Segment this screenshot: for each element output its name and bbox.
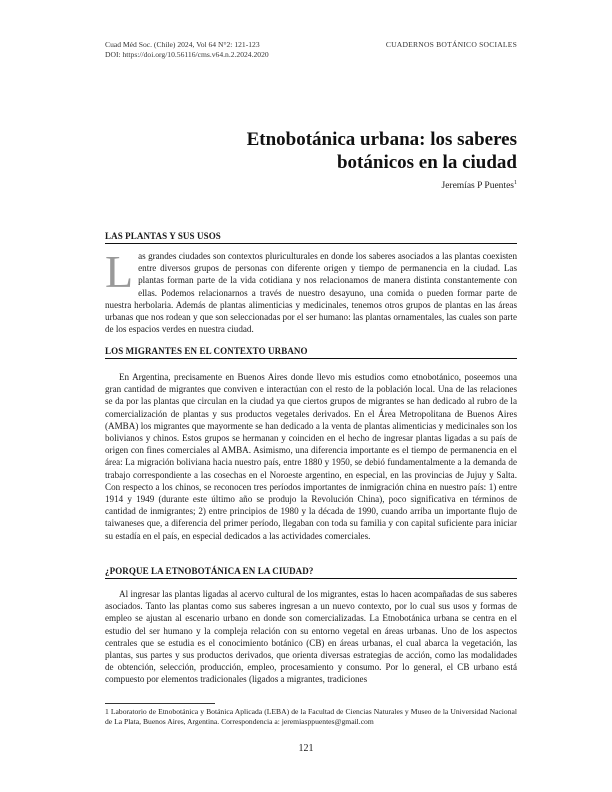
author-line bbox=[442, 180, 517, 191]
citation-text: Cuad Méd Soc. (Chile) 2024, Vol 64 N°2: 121-123 bbox=[105, 40, 260, 49]
drop-cap: L bbox=[105, 246, 134, 297]
section-paragraph-etnobotanica: Al ingresar las plantas ligadas al acervo cultural de los migrantes, estas lo hacen acompañadas de sus saberes asociados. Tanto las plantas como sus saberes ingresan a un nuevo contexto, por lo cual sus usos y formas de empleo se ajustan al escenario urbano en donde son comercializadas. La Etnobotánica urbana se centra en el estudio del ser humano y la compleja relación con su entorno vegetal en áreas urbanas. Uno de los aspectos centrales que se estudia es el conocimiento botánico (CB) en áreas urbanas, el cual abarca la vegetación, las plantas, sus partes y sus productos derivados, que orienta diversas estrategias de acción, como las modalidades de obtención, selección, producción, empleo, procesamiento y consumo. Por lo general, el CB urbano está compuesto por elementos tradicionales (ligados a migrantes, tradiciones bbox=[105, 589, 517, 685]
footnote-divider bbox=[105, 703, 215, 704]
footnote: 1 Laboratorio de Etnobotánica y Botánica Aplicada (LEBA) de la Facultad de Ciencias Naturales y Museo de la Universidad Nacional de La Plata, Buenos Aires, Argentina. Correspondencia a: jeremiasppuentes@gmail.com bbox=[105, 707, 517, 726]
section-heading-migrantes: LOS MIGRANTES EN EL CONTEXTO URBANO bbox=[105, 346, 517, 359]
section-paragraph-plantas bbox=[105, 246, 517, 335]
article-title: Etnobotánica urbana: los saberes botánicos en la ciudad bbox=[246, 129, 517, 173]
doi-text: DOI: https://doi.org/10.56116/cms.v64.n.2.2024.2020 bbox=[105, 50, 269, 59]
journal-section-label: CUADERNOS BOTÁNICO SOCIALES bbox=[385, 40, 517, 49]
section-heading-etnobotanica: ¿PORQUE LA ETNOBOTÁNICA EN LA CIUDAD? bbox=[105, 566, 517, 579]
section-heading-plantas: LAS PLANTAS Y SUS USOS bbox=[105, 231, 517, 244]
author-footnote-mark: 1 bbox=[514, 180, 517, 186]
section-paragraph-migrantes: En Argentina, precisamente en Buenos Aires donde llevo mis estudios como etnobotánico, poseemos una gran cantidad de migrantes que conviven e interactúan con el resto de la población local. Una de las relaciones se da por las plantas que circulan en la ciudad ya que ciertos grupos de migrantes se han dedicado al rubro de la comercialización de plantas y sus productos vegetales derivados. En el Área Metropolitana de Buenos Aires (AMBA) los migrantes que mayormente se han dedicado a la venta de plantas alimenticias y medicinales son los bolivianos y chinos. Estos grupos se hermanan y coinciden en el hecho de ingresar plantas ligadas a su país de origen con fines comerciales al AMBA. Asimismo, una diferencia importante es el tiempo de permanencia en el área: La migración boliviana hacia nuestro país, entre 1880 y 1950, se debió fundamentalmente a la demanda de trabajo correspondiente a las cosechas en el Noroeste argentino, en especial, en las provincias de Jujuy y Salta. Con respecto a los chinos, se reconocen tres períodos importantes de inmigración china en nuestro país: 1) entre 1914 y 1949 (durante este último año se produjo la Revolución China), poco significativa en términos de cantidad de inmigrantes; 2) entre principios de 1980 y la década de 1990, cuando arriba un importante flujo de taiwaneses que, a diferencia del primer período, llegaban con toda su familia y con capital suficiente para iniciar su estadía en el país, en especial dedicados a las actividades comerciales. bbox=[105, 372, 517, 541]
author-name: Jeremías P Puentes bbox=[441, 181, 514, 192]
page-number: 121 bbox=[298, 743, 314, 754]
running-header-citation bbox=[105, 40, 269, 60]
paragraph-text: as grandes ciudades son contextos pluriculturales en donde los saberes asociados a las plantas coexisten entre diversos grupos de personas con diferente origen y tiempo de permanencia en la ciudad. Las plantas forman parte de la vida cotidiana y nos relacionamos de manera distinta constantemente con ellas. Podemos relacionarnos a través de nuestro desayuno, una comida o pueden formar parte de nuestra herbolaria. Además de plantas alimenticias y medicinales, tenemos otros grupos de plantas en las áreas urbanas que nos rodean y que son seleccionadas por el ser humano: las plantas ornamentales, las cuales son parte de los espacios verdes en nuestra ciudad. bbox=[105, 251, 517, 335]
